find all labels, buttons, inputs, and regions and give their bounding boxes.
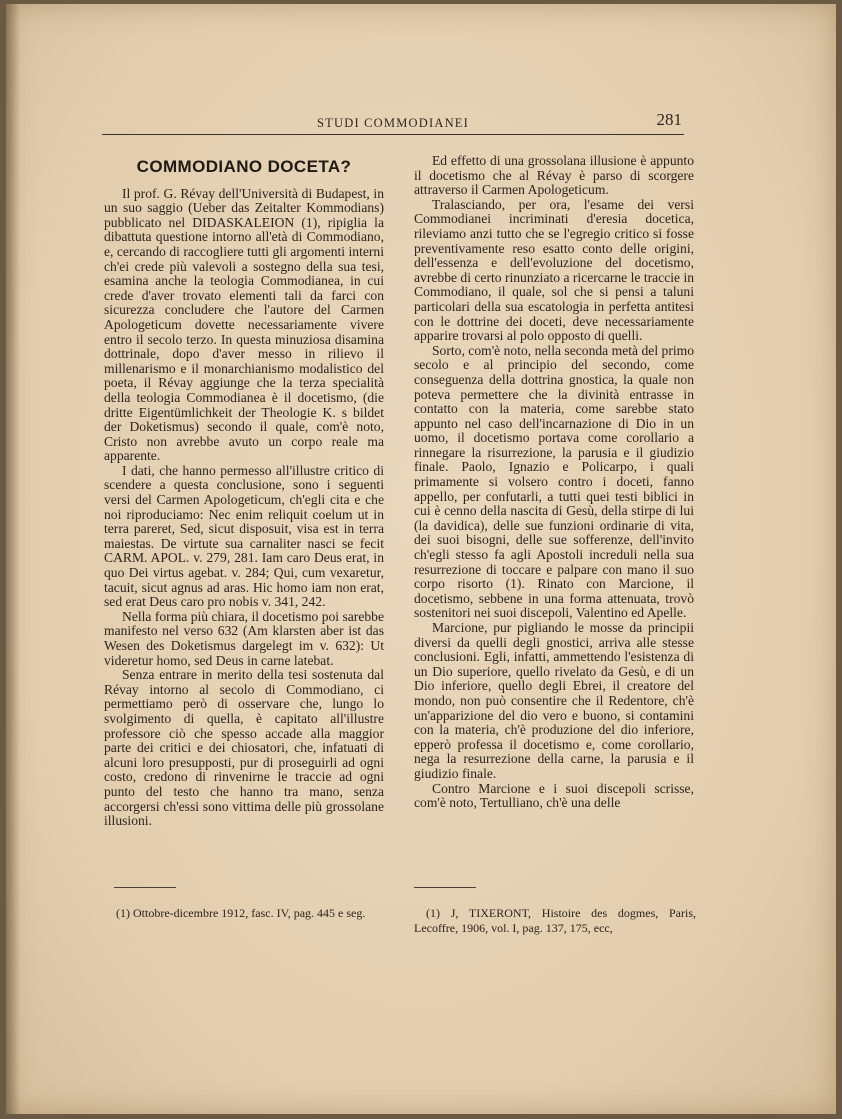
paragraph: Ed effetto di una grossolana illusione è appunto il docetismo che al Révay è parso di scorgere attraverso il Carmen Apologeticum.: [414, 153, 694, 198]
scanned-page: [6, 4, 836, 1114]
page-number: 281: [656, 110, 682, 129]
paragraph: Nella forma più chiara, il docetismo poi sarebbe manifesto nel verso 632 (Am klarsten aber ist das Wesen des Doketismus dargelegt im v. 632): Ut videretur homo, sed Deus in carne latebat.: [104, 608, 384, 668]
paragraph: Contro Marcione e i suoi discepoli scrisse, com'è noto, Tertulliano, ch'è una delle: [414, 780, 694, 811]
footnote-rule: [414, 887, 476, 888]
page-header: [102, 112, 684, 135]
paragraph: Il prof. G. Révay dell'Università di Budapest, in un suo saggio (Ueber das Zeitalter Kommodians) pubblicato nel DIDASKALEION (1), ripiglia la dibattuta questione intorno all'età di Commodiano, e, cercando di raccogliere tutti gli argomenti interni ch'ei crede più valevoli a sostegno della sua tesi, esamina anche la teologia Commodianea, in cui crede d'aver trovato elementi tali da farci con sicurezza concludere che l'autore del Carmen Apologeticum dovette necessariamente vivere entro il secolo terzo. In questa minuziosa disamina dottrinale, dopo d'aver messo in rilievo il millenarismo e il monarchianismo modalistico del poeta, il Révay aggiunge che la terza specialità della teologia Commodianea è il docetismo, (die dritte Eigentümlichkeit der Theologie K. s bildet der Doketismus) secondo il quale, com'è noto, Cristo non avrebbe avuto un corpo reale ma apparente.: [104, 185, 384, 464]
footnote-text: (1) J, TIXERONT, Histoire des dogmes, Paris, Lecoffre, 1906, vol. I, pag. 137, 175, ecc,: [414, 906, 696, 935]
binding-shadow: [6, 4, 20, 1114]
running-head: STUDI COMMODIANEI: [317, 116, 469, 130]
right-column: [414, 154, 694, 811]
footnote-right: [414, 906, 696, 936]
left-column: [104, 154, 384, 829]
footnote-rule: [114, 887, 176, 888]
footnote-left: [104, 906, 392, 921]
paragraph: Senza entrare in merito della tesi sostenuta dal Révay intorno al secolo di Commodiano, ci permettiamo però di osservare che, lungo lo svolgimento di quella, è capitato all'illustre professore ciò che spesso accade alla maggior parte dei critici e dei chiosatori, che, infatuati di alcuni loro presupposti, pur di proseguirli ad ogni costo, credono di rinvenirne le traccie ad ogni punto del testo che hanno tra mano, senza accorgersi ch'essi sono vittima delle più grossolane illusioni.: [104, 667, 384, 829]
footnote-text: (1) Ottobre-dicembre 1912, fasc. IV, pag. 445 e seg.: [116, 906, 366, 920]
article-title: COMMODIANO DOCETA?: [136, 157, 352, 176]
paragraph: Sorto, com'è noto, nella seconda metà del primo secolo e al principio del secondo, come conseguenza della dottrina gnostica, la quale non poteva permettere che la divinità entrasse in contatto con la materia, come sarebbe stato appunto nel caso dell'incarnazione di Dio in un uomo, il docetismo portava come corollario a rinnegare la risurrezione, la parusia e il giudizio finale. Paolo, Ignazio e Policarpo, i quali primamente si volsero contro i doceti, fanno appello, per confutarli, a tutti quei testi biblici in cui è cenno della nascita di Gesù, della stirpe di lui (la davidica), delle sue funzioni ordinarie di vita, dei suoi bisogni, delle sue sofferenze, dell'invito ch'egli stesso fa agli Apostoli increduli nella sua resurrezione di toccare e palpare con mano il suo corpo risorto (1). Rinato con Marcione, il docetismo, sebbene in una forma attenuata, trovò sostenitori nei suoi discepoli, Valentino ed Apelle.: [414, 342, 694, 621]
paragraph: Marcione, pur pigliando le mosse da principii diversi da quelli degli gnostici, arriva alle stesse conclusioni. Egli, infatti, ammettendo l'esistenza di un Dio superiore, quello rivelato da Gesù, e di un Dio inferiore, quello degli Ebrei, il creatore del mondo, non può consentire che il Redentore, ch'è un'apparizione del dio vero e buono, si contamini con la materia, ch'è produzione del dio inferiore, epperò professa il docetismo e, come corollario, nega la resurrezione della carne, la parusia e il giudizio finale.: [414, 620, 694, 781]
paragraph: I dati, che hanno permesso all'illustre critico di scendere a questa conclusione, sono i seguenti versi del Carmen Apologeticum, ch'egli cita e che noi riproduciamo: Nec enim reliquit coelum ut in terra pareret, Sed, sicut disposuit, visa est in terra maiestas. De virtute sua carnaliter nasci se fecit CARM. APOL. v. 279, 281. Iam caro Deus erat, in quo Dei virtus agebat. v. 284; Qui, cum vexaretur, tacuit, sicut agnus ad aras. Hic homo iam non erat, sed erat Deus caro pro nobis v. 341, 242.: [104, 462, 384, 610]
paragraph: Tralasciando, per ora, l'esame dei versi Commodianei incriminati d'eresia docetica, rileviamo anzi tutto che se l'egregio critico si fosse preventivamente reso esatto conto delle origini, dell'essenza e dell'evoluzione del docetismo, avrebbe di certo rinunziato a ricercarne le traccie in Commodiano, il quale, sol che si pensi a taluni particolari della sua escatologia in perfetta antitesi con le dottrine dei doceti, deve necessariamente apparire trovarsi al polo opposto di quelli.: [414, 196, 695, 344]
